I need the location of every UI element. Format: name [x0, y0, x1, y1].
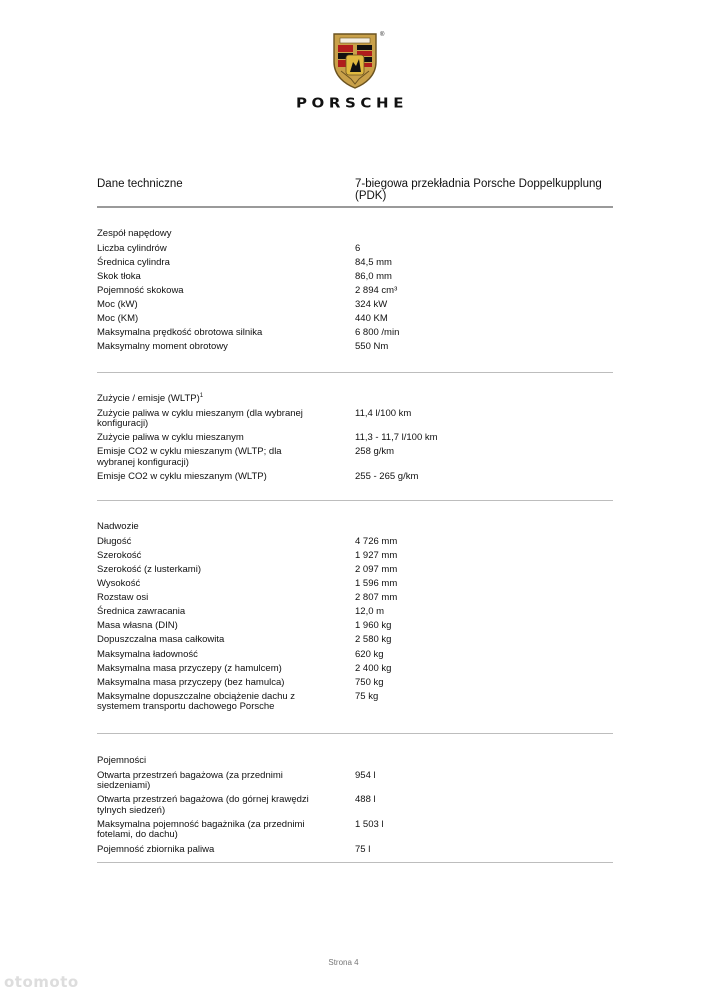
- registered-mark: ®: [380, 32, 385, 38]
- spec-row: Maksymalne dopuszczalne obciążenie dachu z systemem transportu dachowego Porsche 75 kg: [97, 690, 379, 713]
- spec-row: Wysokość 1 596 mm: [97, 578, 398, 590]
- spec-row: Maksymalna masa przyczepy (z hamulcem) 2 400 kg: [97, 662, 392, 674]
- spec-header: [97, 178, 613, 208]
- porsche-crest-icon: [331, 32, 379, 90]
- spec-row: Pojemność skokowa 2 894 cm³: [97, 285, 398, 297]
- section-body: [97, 521, 613, 734]
- section-title: Pojemności: [97, 755, 147, 766]
- spec-row: Dopuszczalna masa całkowita 2 580 kg: [97, 634, 392, 646]
- spec-row: Szerokość 1 927 mm: [97, 549, 398, 561]
- spec-row: Liczba cylindrów 6: [97, 242, 361, 254]
- spec-row: Średnica zawracania 12,0 m: [97, 606, 385, 618]
- spec-row: Skok tłoka 86,0 mm: [97, 270, 392, 282]
- section-title: Zużycie / emisje (WLTP)$^1$: [97, 392, 204, 404]
- footnote-marker: 1: [199, 392, 204, 399]
- spec-row: Maksymalny moment obrotowy 550 Nm: [97, 341, 389, 353]
- spec-row: Średnica cylindra 84,5 mm: [97, 256, 392, 268]
- spec-row: Emisje CO2 w cyklu mieszanym (WLTP; dla wybranej konfiguracji) 258 g/km: [97, 446, 395, 468]
- spec-row: Maksymalna prędkość obrotowa silnika 6 800 /min: [97, 327, 400, 339]
- spec-row: Maksymalna pojemność bagażnika (za przednimi fotelami, do dachu) 1 503 l: [97, 818, 384, 841]
- porsche-wordmark: PORSCHE: [295, 94, 409, 112]
- watermark: otomoto: [4, 973, 79, 991]
- spec-row: Rozstaw osi 2 807 mm: [97, 592, 398, 604]
- spec-row: Długość 4 726 mm: [97, 535, 398, 547]
- spec-row: Szerokość (z lusterkami) 2 097 mm: [97, 563, 398, 575]
- header-title: Dane techniczne: [97, 178, 183, 190]
- spec-row: Emisje CO2 w cyklu mieszanym (WLTP) 255 - 265 g/km: [97, 471, 419, 483]
- spec-row: Masa własna (DIN) 1 960 kg: [97, 620, 392, 632]
- section-title: Nadwozie: [97, 521, 139, 532]
- header-transmission: 7-biegowa przekładnia Porsche Doppelkupplung (PDK): [355, 178, 602, 202]
- section-capacities: [97, 755, 613, 863]
- spec-row: Pojemność zbiornika paliwa 75 l: [97, 843, 371, 855]
- spec-row: Maksymalna masa przyczepy (bez hamulca) 750 kg: [97, 676, 384, 688]
- spec-row: Moc (KM) 440 KM: [97, 313, 388, 325]
- section-drivetrain: [97, 228, 613, 373]
- section-title: Zespół napędowy: [97, 228, 172, 239]
- porsche-logo: [0, 28, 707, 118]
- section-consumption: [97, 393, 613, 501]
- spec-row: Zużycie paliwa w cyklu mieszanym 11,3 - 11,7 l/100 km: [97, 432, 438, 444]
- spec-row: Moc (kW) 324 kW: [97, 299, 388, 311]
- spec-row: Otwarta przestrzeń bagażowa (do górnej krawędzi tylnych siedzeń) 488 l: [97, 794, 376, 816]
- spec-row: Zużycie paliwa w cyklu mieszanym (dla wybranej konfiguracji) 11,4 l/100 km: [97, 407, 412, 430]
- spec-row: Maksymalna ładowność 620 kg: [97, 648, 384, 660]
- page-number: Strona 4: [328, 958, 359, 967]
- spec-row: Otwarta przestrzeń bagażowa (za przednimi siedzeniami) 954 l: [97, 769, 376, 792]
